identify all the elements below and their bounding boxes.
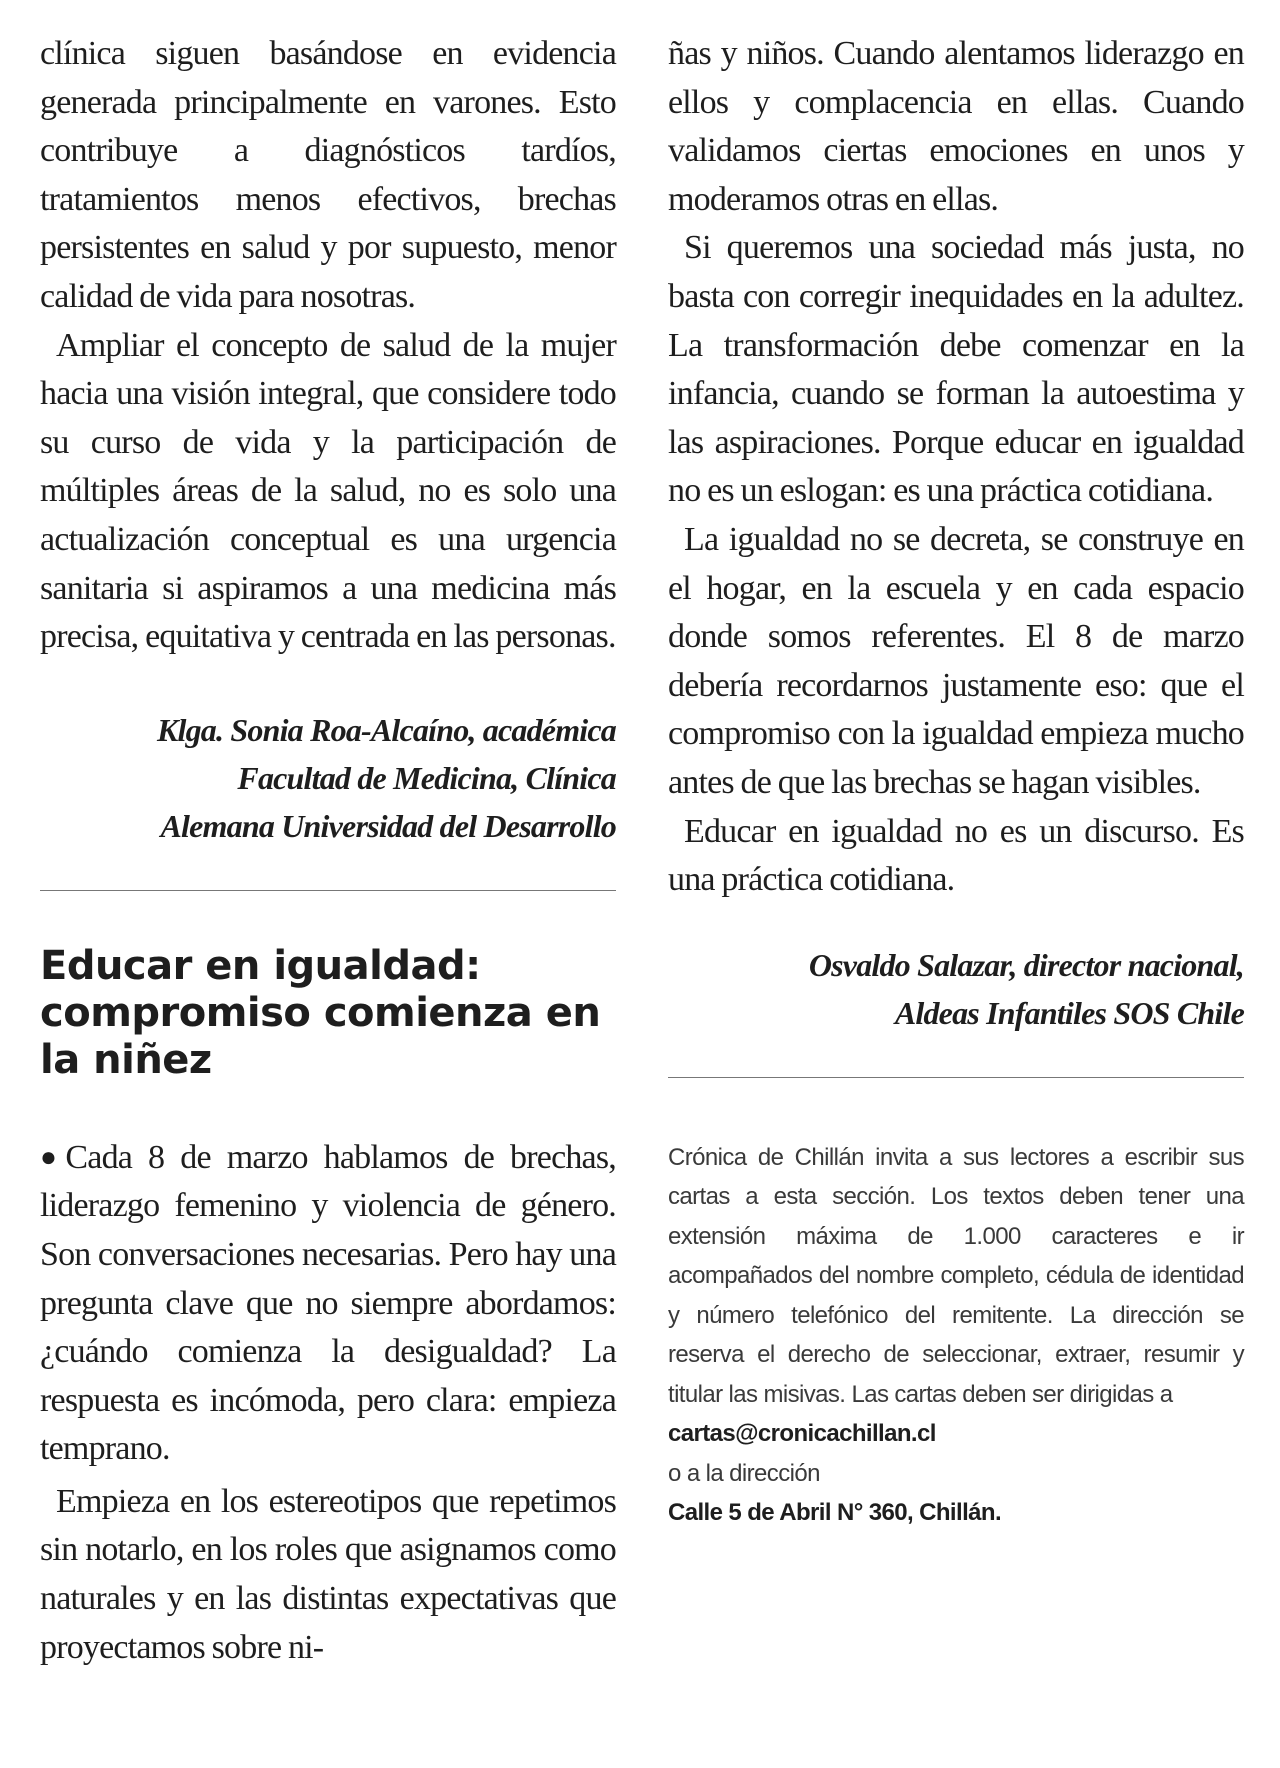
letter-2-signature (668, 941, 1244, 1037)
letter-2-paragraph: La igualdad no se decreta, se construye en el hogar, en la escuela y en cada espacio donde somos referentes. El 8 de marzo debería recordarnos justamente eso: que el compromiso con la igualdad empieza mucho antes de que las brechas se hagan visibles. (668, 520, 1244, 801)
letter-2-paragraph (40, 1134, 616, 1474)
notice-text: Crónica de Chillán invita a sus lectores a escribir sus cartas a esta sección. Los textos deben tener una extensión máxima de 1.000 caracteres e ir acompañados del nombre completo, cédula de identidad y número telefónico del remitente. La dirección se reserva el derecho de seleccionar, extraer, resumir y titular las misivas. Las cartas deben ser dirigidas a (668, 1143, 1244, 1408)
letter-2-paragraph-text: Cada 8 de marzo hablamos de brechas, liderazgo femenino y violencia de género. Son conversaciones necesarias. Pero hay una pregunta clave que no siempre abordamos: ¿cuándo comienza la desigualdad? La respuesta es incómoda, pero clara: empieza temprano. (40, 1138, 616, 1468)
letter-1-paragraph: clínica siguen basándose en evidencia generada principalmente en varones. Esto contribuye a diagnósticos tardíos, tratamientos menos efectivos, brechas persistentes en salud y por supuesto, menor calidad de vida para nosotras. (40, 35, 616, 315)
letter-1-paragraph: Ampliar el concepto de salud de la mujer hacia una visión integral, que considere todo su curso de vida y la participación de múltiples áreas de la salud, no es solo una actualización conceptual es una urgencia sanitaria si aspiramos a una medicina más precisa, equitativa y centrada en las personas. (40, 326, 616, 656)
section-divider (40, 890, 616, 891)
letter-1-body (40, 30, 616, 662)
right-column (668, 30, 1244, 1533)
signature-line: Alemana Universidad del Desarrollo (160, 807, 616, 844)
signature-line: Klga. Sonia Roa-Alcaíno, académica (156, 711, 616, 748)
letter-2-headline: Educar en igualdad: compromiso comienza en la niñez (40, 942, 601, 1083)
bullet-icon: ● (40, 1141, 66, 1173)
notice-email: cartas@cronicachillan.cl (668, 1420, 936, 1448)
section-divider (668, 1077, 1244, 1078)
submission-notice (668, 1138, 1244, 1533)
letter-2-body-start (40, 1134, 616, 1673)
letter-2-paragraph: Si queremos una sociedad más justa, no basta con corregir inequidades en la adultez. La transformación debe comenzar en la infancia, cuando se forman la autoestima y las aspiraciones. Porque educar en igualdad no es un eslogan: es una práctica cotidiana. (668, 229, 1244, 510)
letter-1-signature (40, 706, 616, 850)
signature-line: Aldeas Infantiles SOS Chile (894, 994, 1244, 1031)
notice-address: Calle 5 de Abril N° 360, Chillán. (668, 1499, 1002, 1527)
signature-line: Facultad de Medicina, Clínica (237, 759, 616, 796)
letter-2-body-continued (668, 30, 1244, 905)
letter-2-paragraph: Empieza en los estereotipos que repetimos sin notarlo, en los roles que asignamos como naturales y en las distintas expectativas que proyectamos sobre ni- (40, 1482, 616, 1666)
left-column (40, 30, 616, 1672)
signature-line: Osvaldo Salazar, director nacional, (808, 946, 1244, 983)
notice-alt-text: o a la dirección (668, 1459, 820, 1487)
letter-2-paragraph: ñas y niños. Cuando alentamos liderazgo en ellos y complacencia en ellas. Cuando validamos ciertas emociones en unos y moderamos otras en ellas. (668, 35, 1244, 218)
letter-2-paragraph: Educar en igualdad no es un discurso. Es una práctica cotidiana. (668, 812, 1244, 899)
